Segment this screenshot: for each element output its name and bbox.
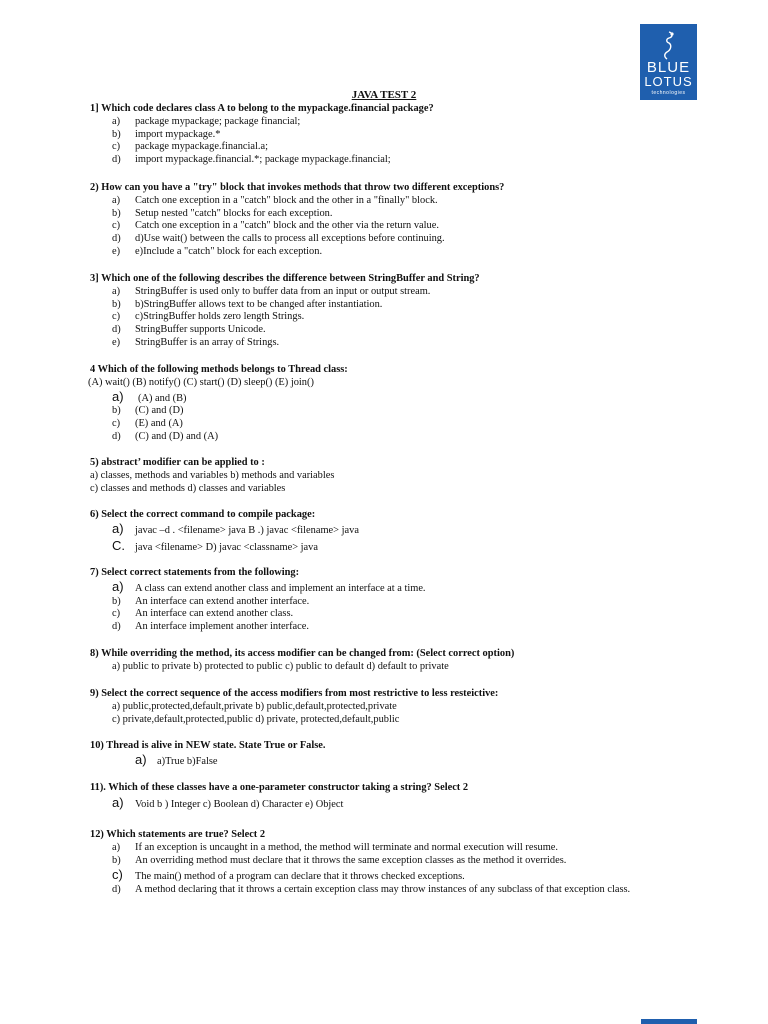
option-text: package mypackage.financial.a;	[135, 141, 268, 153]
question-text: 3] Which one of the following describes the difference between StringBuffer and String?	[90, 273, 480, 284]
option	[90, 141, 710, 154]
option-text: b)StringBuffer allows text to be changed after instantiation.	[135, 298, 383, 310]
answer-line: a) classes, methods and variables b) methods and variables	[90, 469, 335, 481]
option-label: b)	[112, 405, 121, 417]
lotus-figure-icon	[656, 30, 680, 60]
option-text: If an exception is uncaught in a method, the method will terminate and normal execution will resume.	[135, 841, 559, 853]
option-label: e)	[112, 245, 121, 257]
option-text: e)Include a "catch" block for each exception.	[135, 245, 323, 257]
option-text: (A) and (B)	[138, 392, 187, 404]
question-4	[90, 364, 710, 444]
question-text: 11). Which of these classes have a one-parameter constructor taking a string? Select 2	[90, 782, 469, 793]
option-text: import mypackage.financial.*; package mypackage.financial;	[135, 154, 391, 166]
question-text: 2) How can you have a "try" block that invokes methods that throw two different exceptions?	[90, 182, 505, 193]
option-label: c)	[112, 311, 121, 323]
option	[90, 388, 710, 406]
option	[90, 578, 710, 596]
option	[90, 405, 710, 418]
question-text: 5) abstract’ modifier can be applied to :	[90, 457, 265, 468]
thread-methods-list: (A) wait() (B) notify() (C) start() (D) sleep() (E) join()	[88, 376, 314, 388]
option-label: d)	[112, 154, 121, 166]
option-text: import mypackage.*	[135, 128, 221, 140]
option-text: An overriding method must declare that it throws the same exception classes as the method it overrides.	[135, 854, 567, 866]
option	[90, 608, 710, 621]
option-text: Catch one exception in a "catch" block and the other via the return value.	[135, 220, 439, 232]
question-text: 1] Which code declares class A to belong to the mypackage.financial package?	[90, 103, 434, 114]
option	[90, 233, 710, 246]
question-text: 10) Thread is alive in NEW state. State True or False.	[90, 740, 326, 751]
option-text: An interface can extend another class.	[135, 608, 294, 620]
option-label: a)	[112, 388, 124, 404]
option	[90, 337, 710, 350]
question-text: 4 Which of the following methods belongs to Thread class:	[90, 364, 348, 375]
option	[90, 299, 710, 312]
option	[90, 418, 710, 431]
option-text: The main() method of a program can declare that it throws checked exceptions.	[135, 871, 465, 883]
option	[90, 195, 710, 208]
option-label: d)	[112, 884, 121, 896]
option	[90, 311, 710, 324]
question-5	[90, 457, 710, 495]
option-label: b)	[112, 128, 121, 140]
option-label: a)	[112, 841, 121, 853]
option-label: d)	[112, 430, 121, 442]
option-text: javac –d . <filename> java B .) javac <filename> java	[135, 524, 359, 536]
option-text: package mypackage; package financial;	[135, 115, 301, 127]
logo-word-blue: BLUE	[646, 59, 691, 76]
option-label: b)	[112, 207, 121, 219]
option	[90, 596, 710, 609]
question-text: 12) Which statements are true? Select 2	[90, 829, 266, 840]
option-text: d)Use wait() between the calls to process all exceptions before continuing.	[135, 233, 445, 245]
option-label: d)	[112, 324, 121, 336]
option-text: a)True b)False	[157, 755, 218, 767]
footer-accent-bar	[641, 1019, 697, 1024]
option	[90, 867, 710, 884]
option-label: a)	[112, 578, 124, 594]
answer-line: c) private,default,protected,public d) private, protected,default,public	[112, 713, 400, 725]
option	[90, 884, 710, 897]
option	[90, 286, 710, 299]
option	[90, 842, 710, 855]
option-text: (E) and (A)	[135, 418, 183, 430]
answer-line: a) public to private b) protected to public c) public to default d) default to private	[112, 660, 449, 672]
question-text: 7) Select correct statements from the following:	[90, 567, 300, 578]
option	[90, 794, 710, 812]
option-text: (C) and (D) and (A)	[135, 430, 219, 442]
question-10	[90, 740, 710, 769]
option-label: c)	[112, 220, 121, 232]
option-label: c)	[112, 608, 121, 620]
option-text: An interface implement another interface.	[135, 621, 309, 633]
question-9	[90, 688, 710, 726]
question-text: 9) Select the correct sequence of the access modifiers from most restrictive to less resteictive:	[90, 688, 499, 699]
question-text: 8) While overriding the method, its access modifier can be changed from: (Select correct option)	[90, 648, 515, 659]
option-label: b)	[112, 854, 121, 866]
question-6	[90, 509, 710, 554]
option-label: C.	[112, 537, 125, 553]
option	[90, 520, 710, 538]
logo-word-technologies: technologies	[651, 90, 686, 96]
option	[90, 855, 710, 868]
option	[90, 431, 710, 444]
option	[90, 116, 710, 129]
option-label: a)	[112, 115, 121, 127]
question-1	[90, 103, 710, 167]
question-12	[90, 829, 710, 897]
logo-word-lotus: LOTUS	[644, 74, 693, 89]
option	[90, 537, 710, 555]
option-label: b)	[112, 595, 121, 607]
option-text: Setup nested "catch" blocks for each exception.	[135, 207, 333, 219]
option-text: A method declaring that it throws a certain exception class may throw instances of any subclass of that exception class.	[135, 884, 631, 896]
option-label: a)	[112, 794, 124, 810]
option	[90, 154, 710, 167]
option-text: StringBuffer supports Unicode.	[135, 324, 266, 336]
question-3	[90, 273, 710, 350]
option-label: b)	[112, 298, 121, 310]
option-label: c)	[112, 418, 121, 430]
question-text: 6) Select the correct command to compile package:	[90, 509, 316, 520]
answer-line: c) classes and methods d) classes and variables	[90, 482, 286, 494]
option-text: StringBuffer is used only to buffer data from an input or output stream.	[135, 285, 431, 297]
option-text: A class can extend another class and implement an interface at a time.	[135, 582, 426, 594]
question-2	[90, 182, 710, 259]
option	[90, 621, 710, 634]
option-label: a)	[112, 285, 121, 297]
option-text: StringBuffer is an array of Strings.	[135, 336, 280, 348]
option-text: Catch one exception in a "catch" block and the other in a "finally" block.	[135, 194, 438, 206]
option	[90, 220, 710, 233]
option-text: c)StringBuffer holds zero length Strings.	[135, 311, 305, 323]
option-label: a)	[135, 751, 147, 767]
option	[90, 751, 710, 769]
option-text: An interface can extend another interface.	[135, 595, 310, 607]
option-label: a)	[112, 520, 124, 536]
option	[90, 324, 710, 337]
option-text: java <filename> D) javac <classname> java	[135, 541, 318, 553]
option-text: (C) and (D)	[135, 405, 184, 417]
test-title: JAVA TEST 2	[351, 89, 417, 101]
question-11	[90, 782, 710, 812]
option-text: Void b ) Integer c) Boolean d) Character e) Object	[135, 798, 344, 810]
option	[90, 129, 710, 142]
option-label: c)	[112, 867, 123, 883]
question-8	[90, 648, 710, 674]
option	[90, 246, 710, 259]
option-label: a)	[112, 194, 121, 206]
option-label: d)	[112, 233, 121, 245]
option-label: e)	[112, 336, 121, 348]
option-label: c)	[112, 141, 121, 153]
option-label: d)	[112, 621, 121, 633]
question-7	[90, 567, 710, 634]
answer-line: a) public,protected,default,private b) public,default,protected,private	[112, 700, 397, 712]
option	[90, 208, 710, 221]
